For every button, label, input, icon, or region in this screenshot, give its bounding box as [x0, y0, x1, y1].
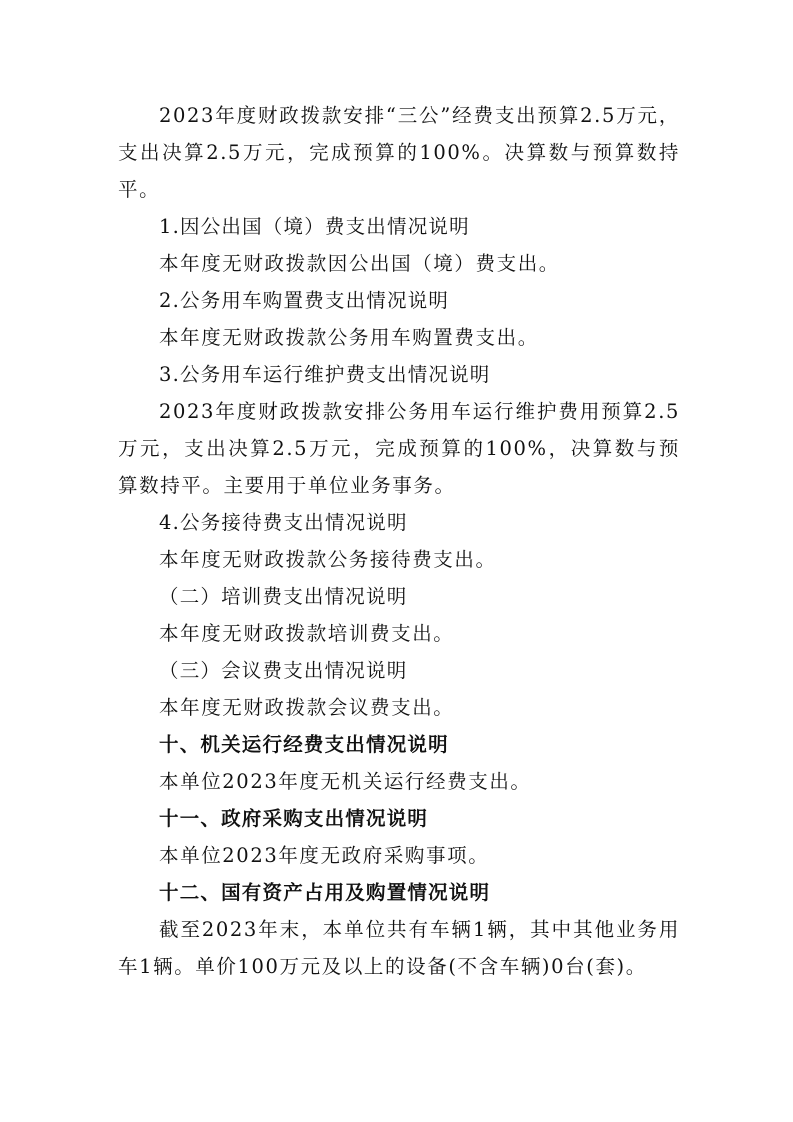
state-assets-text: 截至2023年末，本单位共有车辆1辆，其中其他业务用车1辆。单价100万元及以上的设备(不含车辆)0台(套)。: [118, 918, 680, 978]
training-text: 本年度无财政拨款培训费支出。: [159, 622, 455, 645]
section-heading-operating-expense: 十、机关运行经费支出情况说明: [159, 733, 449, 756]
subsection-title-vehicle-purchase: 2.公务用车购置费支出情况说明: [159, 289, 450, 312]
section-heading-state-assets: 十二、国有资产占用及购置情况说明: [159, 881, 491, 904]
subsection-title-training: （二）培训费支出情况说明: [159, 585, 408, 608]
subsection-title-vehicle-operation: 3.公务用车运行维护费支出情况说明: [159, 363, 491, 386]
subsection-title-meeting: （三）会议费支出情况说明: [159, 659, 408, 682]
three-public-expense-summary: 2023年度财政拨款安排“三公”经费支出预算2.5万元，支出决算2.5万元，完成预算的100%。决算数与预算数持平。: [118, 104, 680, 201]
meeting-text: 本年度无财政拨款会议费支出。: [159, 696, 455, 719]
subsection-title-reception: 4.公务接待费支出情况说明: [159, 511, 408, 534]
overseas-travel-text: 本年度无财政拨款因公出国（境）费支出。: [159, 252, 560, 275]
section-heading-government-procurement: 十一、政府采购支出情况说明: [159, 807, 429, 830]
reception-text: 本年度无财政拨款公务接待费支出。: [159, 548, 497, 571]
vehicle-operation-text: 2023年度财政拨款安排公务用车运行维护费用预算2.5万元，支出决算2.5万元，完成预算的100%，决算数与预算数持平。主要用于单位业务事务。: [118, 400, 680, 497]
government-procurement-text: 本单位2023年度无政府采购事项。: [159, 844, 490, 867]
vehicle-purchase-text: 本年度无财政拨款公务用车购置费支出。: [159, 326, 539, 349]
document-body: [118, 97, 680, 985]
operating-expense-text: 本单位2023年度无机关运行经费支出。: [159, 770, 532, 793]
subsection-title-overseas-travel: 1.因公出国（境）费支出情况说明: [159, 215, 470, 238]
